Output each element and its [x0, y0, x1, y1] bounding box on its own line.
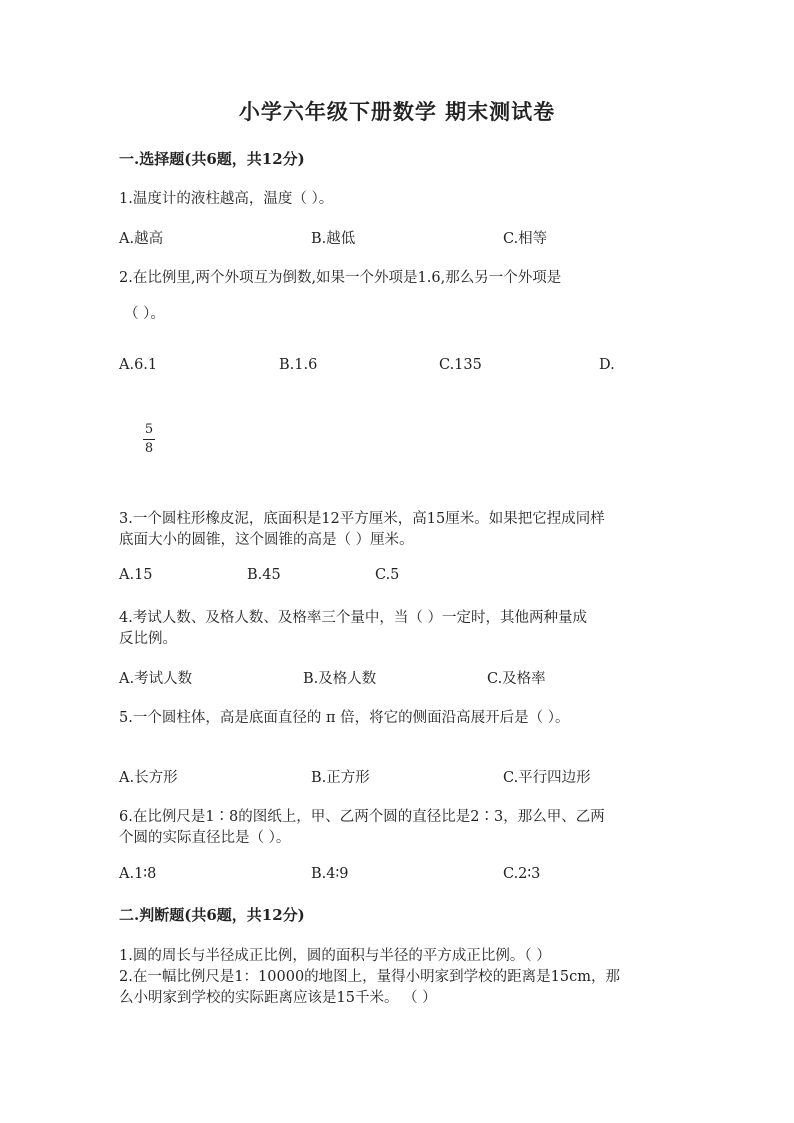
question-2-option-a: A.6.1: [119, 357, 158, 373]
question-3-line-2: 底面大小的圆锥，这个圆锥的高是（ ）厘米。: [119, 532, 414, 548]
question-4-option-b: B.及格人数: [303, 671, 377, 687]
question-3-option-b: B.45: [247, 567, 281, 583]
section-heading-choice: 一.选择题(共6题，共12分): [119, 150, 305, 168]
question-4-line-2: 反比例。: [119, 631, 177, 647]
question-1-option-a: A.越高: [119, 231, 164, 247]
question-4-option-a: A.考试人数: [119, 671, 193, 687]
question-2-line-2: （ ）。: [124, 306, 165, 322]
question-6-option-a: A.1∶8: [119, 866, 157, 882]
question-6-line-2: 个圆的实际直径比是（ ）。: [119, 830, 291, 846]
question-2-line-1: 2.在比例里,两个外项互为倒数,如果一个外项是1.6,那么另一个外项是: [119, 270, 562, 286]
question-2-option-c: C.135: [439, 357, 482, 373]
question-6-option-c: C.2∶3: [503, 866, 541, 882]
question-5-text: 5.一个圆柱体，高是底面直径的 π 倍，将它的侧面沿高展开后是（ ）。: [119, 710, 570, 726]
question-6-option-b: B.4∶9: [311, 866, 349, 882]
question-1-option-b: B.越低: [311, 231, 356, 247]
question-4-option-c: C.及格率: [487, 671, 546, 687]
judgement-2-line-2: 么小明家到学校的实际距离应该是15千米。 （ ）: [119, 990, 437, 1006]
fraction-bar: [143, 439, 155, 440]
section-heading-judgement: 二.判断题(共6题，共12分): [119, 906, 305, 924]
judgement-2-line-1: 2.在一幅比例尺是1：10000的地图上，量得小明家到学校的距离是15cm，那: [119, 969, 621, 985]
question-2-option-d: D.: [599, 357, 615, 373]
question-4-line-1: 4.考试人数、及格人数、及格率三个量中，当（ ）一定时，其他两种量成: [119, 610, 587, 626]
page-title: 小学六年级下册数学 期末测试卷: [238, 99, 556, 124]
question-5-option-b: B.正方形: [311, 770, 370, 786]
question-6-line-1: 6.在比例尺是1∶8的图纸上，甲、乙两个圆的直径比是2∶3，那么甲、乙两: [119, 809, 605, 825]
judgement-1-text: 1.圆的周长与半径成正比例，圆的面积与半径的平方成正比例。（ ）: [119, 948, 551, 964]
question-3-option-a: A.15: [119, 567, 153, 583]
question-1-text: 1.温度计的液柱越高，温度（ ）。: [119, 191, 334, 207]
question-2-option-d-fraction: [143, 423, 155, 456]
question-2-option-b: B.1.6: [279, 357, 318, 373]
question-3-line-1: 3.一个圆柱形橡皮泥，底面积是12平方厘米，高15厘米。如果把它捏成同样: [119, 511, 605, 527]
question-5-option-a: A.长方形: [119, 770, 178, 786]
question-3-option-c: C.5: [375, 567, 400, 583]
question-5-option-c: C.平行四边形: [503, 770, 591, 786]
question-1-option-c: C.相等: [503, 231, 548, 247]
fraction-numerator: 5: [144, 422, 154, 437]
fraction-denominator: 8: [144, 441, 154, 456]
